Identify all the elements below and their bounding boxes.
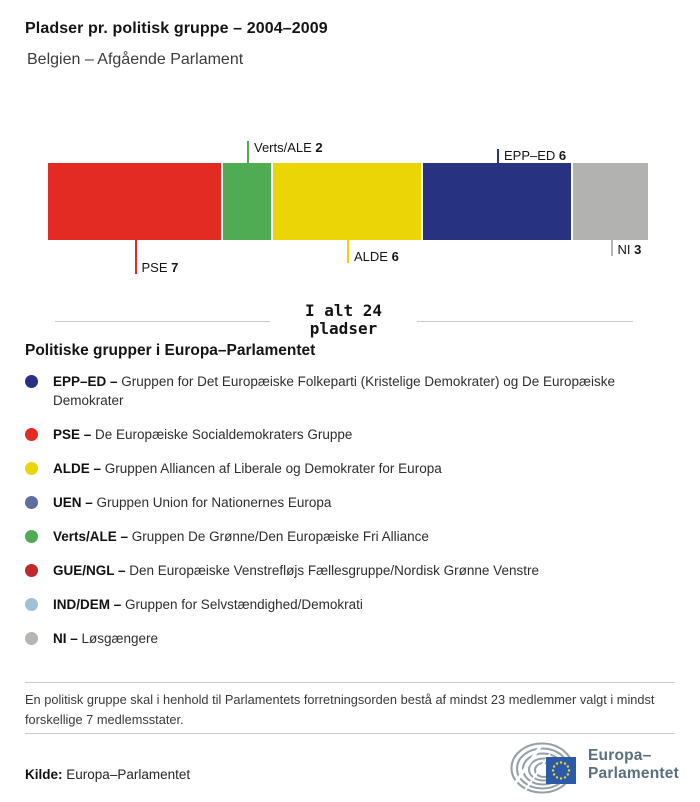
logotype-line1: Europa–: [588, 747, 652, 764]
legend-item-gue-ngl: [25, 561, 657, 580]
bar-segment-verts-ale[interactable]: [223, 163, 271, 240]
legend-item-verts-ale: [25, 527, 657, 546]
legend-dot-icon: [25, 632, 38, 645]
legend-item-text: GUE/NGL – Den Europæiske Venstrefløjs Fællesgruppe/Nordisk Grønne Venstre: [53, 563, 539, 578]
bar-segment-ni[interactable]: [573, 163, 648, 240]
legend-item-epp-ed: [25, 372, 657, 410]
bar-segment-pse[interactable]: [48, 163, 221, 240]
segment-label-alde: ALDE 6: [354, 249, 399, 264]
legend-item-uen: [25, 493, 657, 512]
total-divider-left: [55, 321, 270, 322]
total-seats-line1: I alt 24: [304, 301, 383, 320]
segment-label-verts-ale: Verts/ALE 2: [254, 140, 323, 155]
footnote: En politisk gruppe skal i henhold til Parlamentets forretningsorden bestå af mindst 23 medlemmer valgt i mindst forskellige 7 medlemsstater.: [25, 692, 655, 727]
legend-item-text: UEN – Gruppen Union for Nationernes Europa: [53, 495, 332, 510]
legend-item-text: Verts/ALE – Gruppen De Grønne/Den Europæiske Fri Alliance: [53, 529, 429, 544]
page-subtitle: Belgien – Afgående Parlament: [27, 51, 244, 68]
segment-label-epp-ed: EPP–ED 6: [504, 148, 567, 163]
legend-item-pse: [25, 425, 657, 444]
eu-flag-icon: [546, 757, 576, 784]
bar-segment-alde[interactable]: [273, 163, 421, 240]
legend-dot-icon: [25, 598, 38, 611]
source-line: [25, 767, 190, 782]
legend-dot-icon: [25, 462, 38, 475]
european-parliament-logotype: [588, 747, 679, 782]
european-parliament-logo: [510, 738, 590, 796]
label-tick-pse: [135, 240, 137, 274]
legend-item-text: ALDE – Gruppen Alliancen af Liberale og Demokrater for Europa: [53, 461, 442, 476]
logotype-line2: Parlamentet: [588, 764, 679, 782]
seats-bar-chart: [48, 140, 648, 275]
legend-list: [25, 372, 657, 663]
total-seats-line2: pladser: [309, 319, 378, 338]
legend-dot-icon: [25, 428, 38, 441]
legend-heading: Politiske grupper i Europa–Parlamentet: [25, 342, 316, 359]
legend-dot-icon: [25, 375, 38, 388]
legend-item-text: IND/DEM – Gruppen for Selvstændighed/Demokrati: [53, 597, 363, 612]
legend-item-text: NI – Løsgængere: [53, 631, 159, 646]
bar-segment-epp-ed[interactable]: [423, 163, 571, 240]
legend-item-text: PSE – De Europæiske Socialdemokraters Gruppe: [53, 427, 353, 442]
legend-item-alde: [25, 459, 657, 478]
legend-dot-icon: [25, 564, 38, 577]
label-tick-verts-ale: [247, 141, 249, 163]
footnote-divider-top: [25, 682, 675, 683]
total-divider-right: [417, 321, 633, 322]
total-seats-label: [270, 302, 417, 338]
source-value: Europa–Parlamentet: [66, 767, 191, 782]
label-tick-epp-ed: [497, 149, 499, 163]
label-tick-alde: [347, 240, 349, 263]
label-tick-ni: [611, 240, 613, 256]
source-label: Kilde:: [25, 767, 63, 782]
footnote-divider-bottom: [25, 733, 675, 734]
legend-dot-icon: [25, 530, 38, 543]
page-title: Pladser pr. politisk gruppe – 2004–2009: [25, 20, 328, 37]
segment-label-ni: NI 3: [617, 242, 642, 257]
segment-label-pse: PSE 7: [141, 260, 179, 275]
legend-item-ind-dem: [25, 595, 657, 614]
legend-dot-icon: [25, 496, 38, 509]
legend-item-ni: [25, 629, 657, 648]
legend-item-text: EPP–ED – Gruppen for Det Europæiske Folkeparti (Kristelige Demokrater) og De Europæiske Demokrater: [53, 374, 616, 408]
